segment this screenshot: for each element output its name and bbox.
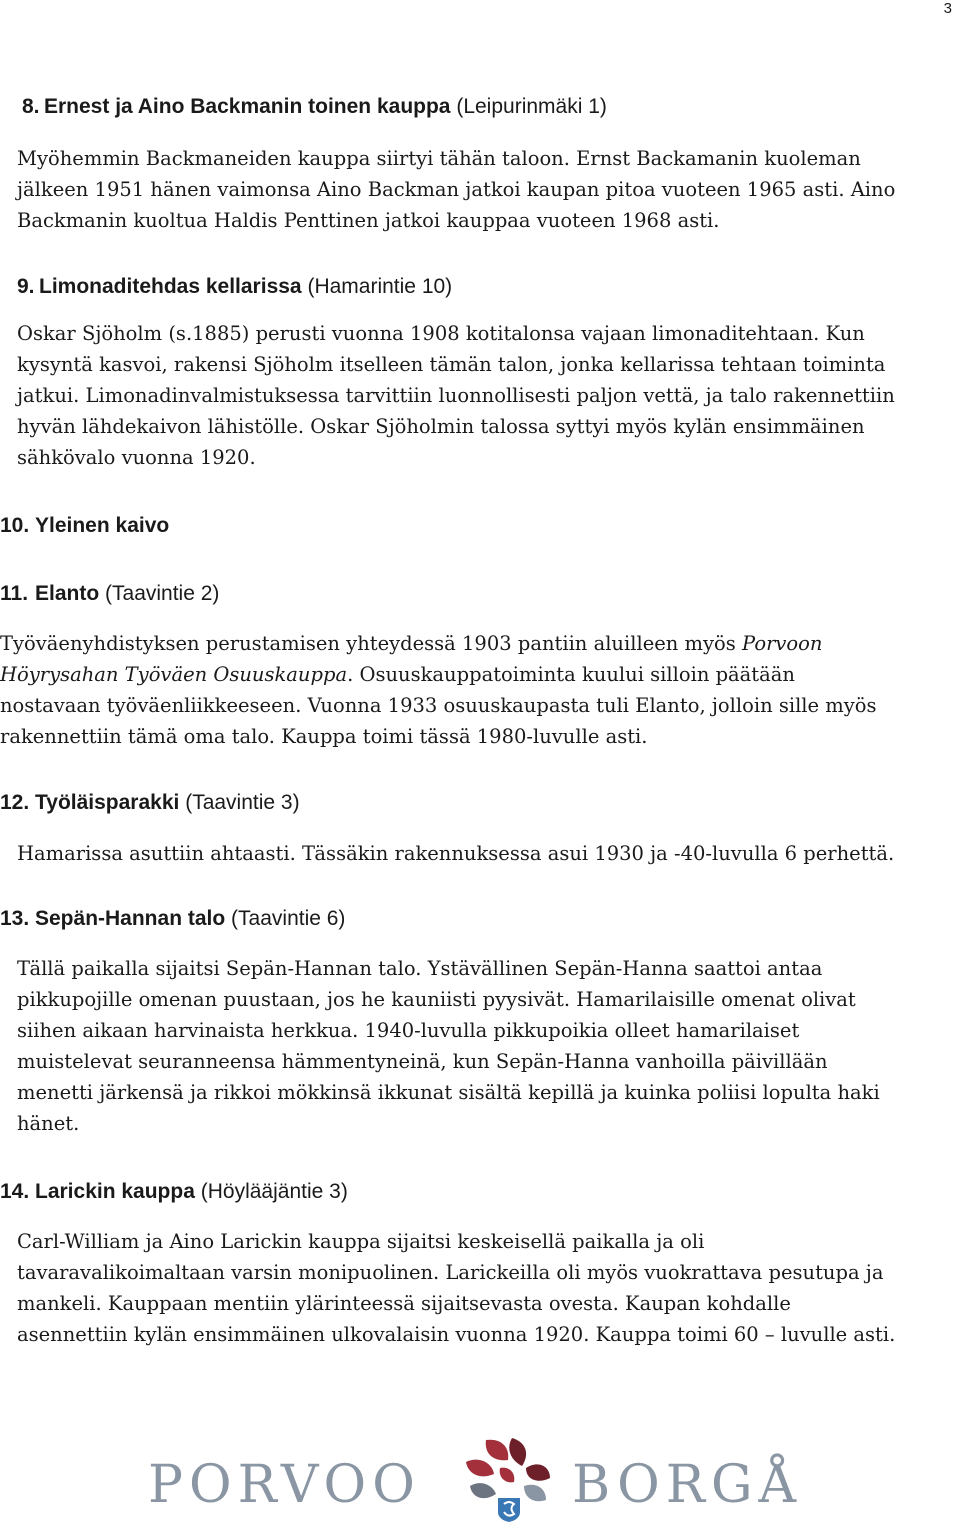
- paragraph-line: Myöhemmin Backmaneiden kauppa siirtyi tähän taloon. Ernst Backamanin kuoleman: [17, 147, 861, 170]
- section-paragraph-13: [17, 953, 880, 1139]
- leaf-shape: [509, 1438, 526, 1466]
- section-paragraph-14: [17, 1226, 895, 1350]
- paragraph-line: hyvän lähdekaivon lähistölle. Oskar Sjöholmin talossa syttyi myös kylän ensimmäinen: [17, 415, 865, 438]
- section-heading-10: [0, 513, 169, 539]
- paragraph-line: siihen aikaan harvinaista herkkua. 1940-luvulla pikkupoikia olleet hamarilaiset: [17, 1019, 800, 1042]
- section-title: Sepän-Hannan talo: [35, 907, 226, 930]
- paragraph-line: muistelevat seuranneensa hämmentyneinä, kun Sepän-Hanna vanhoilla päivillään: [17, 1050, 828, 1073]
- section-heading-9: [17, 274, 452, 300]
- paragraph-line: [0, 659, 877, 690]
- section-address: (Taavintie 3): [185, 791, 300, 814]
- section-title: Elanto: [35, 582, 100, 605]
- paragraph-line: asennettiin kylän ensimmäinen ulkovalaisin vuonna 1920. Kauppa toimi 60 – luvulle asti.: [17, 1323, 896, 1346]
- section-number: 10.: [0, 514, 30, 537]
- paragraph-line: rakennettiin tämä oma talo. Kauppa toimi tässä 1980-luvulle asti.: [0, 725, 648, 748]
- paragraph-text: . Osuuskauppatoiminta kuului silloin päätään: [347, 663, 795, 686]
- paragraph-line: kysyntä kasvoi, rakensi Sjöholm itselleen tämän talon, jonka kellarissa tehtaan toiminta: [17, 353, 886, 376]
- section-address: (Leipurinmäki 1): [456, 95, 607, 118]
- section-paragraph-8: [17, 143, 895, 236]
- section-address: (Taavintie 2): [105, 582, 220, 605]
- paragraph-line: Hamarissa asuttiin ahtaasti. Tässäkin rakennuksessa asui 1930 ja -40-luvulla 6 perhettä.: [17, 842, 895, 865]
- paragraph-line: Tällä paikalla sijaitsi Sepän-Hannan talo. Ystävällinen Sepän-Hanna saattoi antaa: [17, 957, 823, 980]
- logo-leaf-mark: [466, 1438, 550, 1501]
- section-title: Ernest ja Aino Backmanin toinen kauppa: [44, 95, 451, 118]
- leaf-shape: [486, 1440, 509, 1461]
- italic-org-name: Porvoon: [742, 632, 823, 655]
- leaf-shape: [524, 1485, 546, 1501]
- paragraph-line: nostavaan työväenliikkeeseen. Vuonna 1933 osuuskaupasta tuli Elanto, jolloin sille myös: [0, 694, 877, 717]
- paragraph-line: jälkeen 1951 hänen vaimonsa Aino Backman jatkoi kaupan pitoa vuoteen 1965 asti. Aino: [17, 178, 896, 201]
- section-address: (Taavintie 6): [231, 907, 346, 930]
- page-number: 3: [943, 0, 952, 17]
- section-heading-14: [0, 1179, 348, 1205]
- section-address: (Hamarintie 10): [307, 275, 453, 298]
- paragraph-text: Työväenyhdistyksen perustamisen yhteydessä 1903 pantiin aluilleen myös: [0, 632, 742, 655]
- italic-org-name: Höyrysahan Työväen Osuuskauppa: [0, 663, 348, 686]
- section-paragraph-12: [17, 838, 894, 869]
- section-number: 11.: [0, 582, 29, 605]
- logo-right-word: BORGÅ: [572, 1455, 803, 1515]
- leaf-shape: [500, 1468, 515, 1483]
- section-paragraph-9: [17, 318, 895, 473]
- paragraph-line: hänet.: [17, 1112, 80, 1135]
- paragraph-line: tavaravalikoimaltaan varsin monipuolinen. Larickeilla oli myös vuokrattava pesutupa ja: [17, 1261, 884, 1284]
- paragraph-line: Backmanin kuoltua Haldis Penttinen jatkoi kauppaa vuoteen 1968 asti.: [17, 209, 720, 232]
- paragraph-line: Carl-William ja Aino Larickin kauppa sijaitsi keskeisellä paikalla ja oli: [17, 1230, 705, 1253]
- paragraph-line: pikkupojille omenan puustaan, jos he kauniisti pyysivät. Hamarilaisille omenat olivat: [17, 988, 856, 1011]
- paragraph-line: sähkövalo vuonna 1920.: [17, 446, 256, 469]
- section-heading-8: [22, 94, 607, 120]
- section-number: 12.: [0, 791, 30, 814]
- porvoo-borga-logo: [148, 1432, 814, 1522]
- paragraph-line: [0, 628, 877, 659]
- leaf-shape: [526, 1464, 550, 1480]
- section-number: 9.: [17, 275, 35, 298]
- section-title: Työläisparakki: [35, 791, 180, 814]
- logo-left-word: PORVOO: [148, 1455, 421, 1515]
- section-heading-13: [0, 906, 345, 932]
- section-number: 8.: [22, 95, 40, 118]
- section-title: Limonaditehdas kellarissa: [39, 275, 302, 298]
- paragraph-line: mankeli. Kauppaan mentiin ylärinteessä sijaitsevasta ovesta. Kaupan kohdalle: [17, 1292, 791, 1315]
- section-heading-11: [0, 581, 219, 607]
- paragraph-line: Oskar Sjöholm (s.1885) perusti vuonna 1908 kotitalonsa vajaan limonaditehtaan. Kun: [17, 322, 865, 345]
- leaf-shape: [466, 1460, 494, 1477]
- section-heading-12: [0, 790, 300, 816]
- section-title: Yleinen kaivo: [35, 514, 170, 537]
- paragraph-line: menetti järkensä ja rikkoi mökkinsä ikkunat sisältä kepillä ja kuinka poliisi lopulta haki: [17, 1081, 880, 1104]
- crest-icon: [498, 1498, 520, 1522]
- section-number: 13.: [0, 907, 30, 930]
- section-address: (Höylääjäntie 3): [200, 1180, 348, 1203]
- section-title: Larickin kauppa: [35, 1180, 195, 1203]
- section-number: 14.: [0, 1180, 30, 1203]
- section-paragraph-11: [0, 628, 877, 752]
- leaf-shape: [470, 1483, 496, 1498]
- paragraph-line: jatkui. Limonadinvalmistuksessa tarvittiin luonnollisesti paljon vettä, ja talo rakennettiin: [17, 384, 895, 407]
